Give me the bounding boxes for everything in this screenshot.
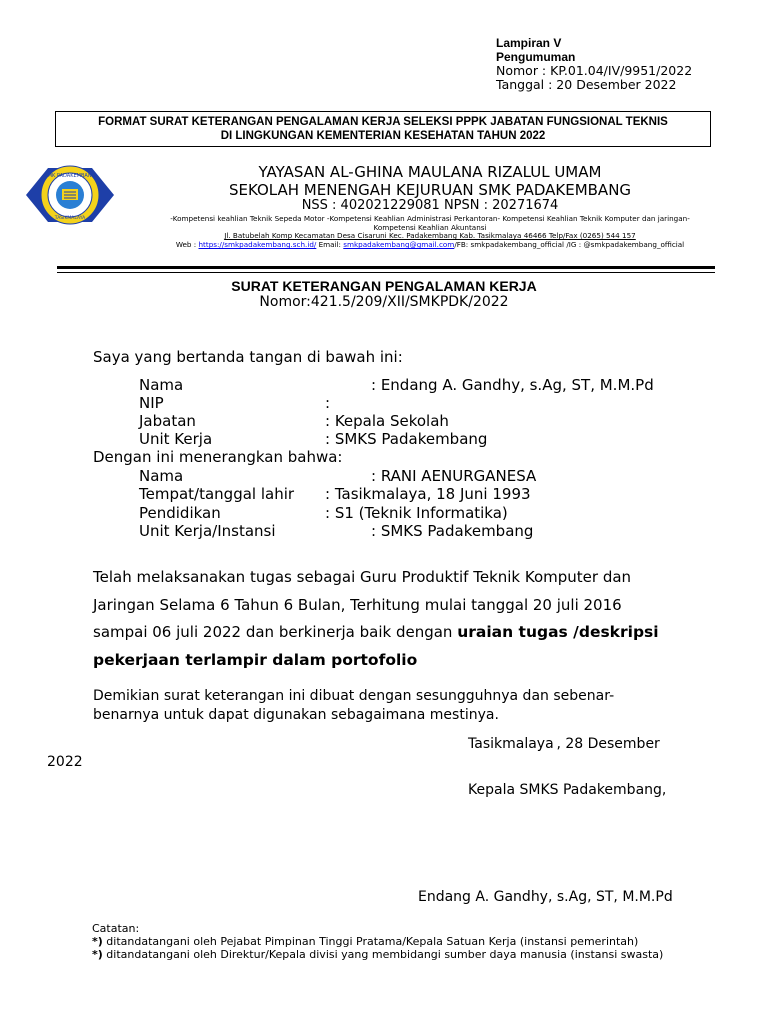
- place-date: Tasikmalaya , 28 Desember: [468, 736, 660, 752]
- subject-education-label: Pendidikan: [139, 504, 221, 522]
- closing-line-2: benarnya untuk dapat digunakan sebagaimana mestinya.: [93, 707, 499, 723]
- attachment-header: [496, 36, 692, 92]
- statement-line-4: pekerjaan terlampir dalam portofolio: [93, 650, 418, 669]
- nomor-line: Nomor : KP.01.04/IV/9951/2022: [496, 63, 693, 78]
- format-title-line1: FORMAT SURAT KETERANGAN PENGALAMAN KERJA SELEKSI PPPK JABATAN FUNGSIONAL TEKNIS: [98, 116, 668, 128]
- signer-unit-value: : SMKS Padakembang: [325, 430, 488, 448]
- statement-line-2: Jaringan Selama 6 Tahun 6 Bulan, Terhitung mulai tanggal 20 juli 2016: [93, 595, 622, 614]
- kompetensi-line-1: -Kompetensi keahlian Teknik Sepeda Motor -Kompetensi Keahlian Administrasi Perkantoran- Kompetensi Keahlian Teknik Komputer dan jaringan-: [170, 214, 690, 223]
- letter-title: SURAT KETERANGAN PENGALAMAN KERJA: [231, 278, 537, 294]
- school-address: [130, 231, 730, 240]
- intro-text: Saya yang bertanda tangan di bawah ini:: [93, 348, 403, 366]
- pengumuman-label: Pengumuman: [496, 50, 576, 64]
- signer-unit-label: Unit Kerja: [139, 430, 213, 448]
- subject-education-value: : S1 (Teknik Informatika): [325, 504, 508, 522]
- subject-birth-label: Tempat/tanggal lahir: [139, 485, 295, 503]
- note-1: [92, 935, 663, 948]
- subject-birth-value: : Tasikmalaya, 18 Juni 1993: [325, 485, 531, 503]
- social-text: /FB: smkpadakembang_official /IG : @smkpadakembang_official: [454, 240, 685, 249]
- closing-paragraph: [93, 687, 713, 725]
- closing-line-1: Demikian surat keterangan ini dibuat dengan sesungguhnya dan sebenar-: [93, 688, 615, 704]
- signer-name-label: Nama: [139, 376, 184, 394]
- statement-line-3b: uraian tugas /deskripsi: [457, 623, 659, 641]
- statement-line-3: [93, 619, 733, 647]
- note-2-mark: *): [92, 948, 103, 961]
- foundation-name: YAYASAN AL-GHINA MAULANA RIZALUL UMAM: [258, 163, 602, 181]
- intro2-text: Dengan ini menerangkan bahwa:: [93, 448, 343, 466]
- subject-name-label: Nama: [139, 467, 184, 485]
- signer-jabatan-value: : Kepala Sekolah: [325, 412, 449, 430]
- signer-jabatan-label: Jabatan: [139, 412, 196, 430]
- notes-section: [92, 922, 663, 961]
- format-title-line2: DI LINGKUNGAN KEMENTERIAN KESEHATAN TAHUN 2022: [220, 130, 546, 142]
- statement-line-1: Telah melaksanakan tugas sebagai Guru Produktif Teknik Komputer dan: [93, 568, 632, 586]
- format-title-box: [55, 111, 711, 147]
- signer-nip-label: NIP: [139, 394, 164, 412]
- contact-line: [130, 240, 730, 249]
- subject-name-value: : RANI AENURGANESA: [371, 467, 537, 485]
- address-text: Jl. Batubelah Komp Kecamatan Desa Cisaruni Kec. Padakembang Kab. Tasikmalaya 46466 Telp/Fax (0265) 544 157: [224, 231, 636, 240]
- note-1-mark: *): [92, 935, 103, 948]
- signer-name-value: : Endang A. Gandhy, s.Ag, ST, M.M.Pd: [371, 376, 654, 394]
- kompetensi-line-2: Kompetensi Keahlian Akuntansi: [373, 223, 487, 232]
- signature-name: Endang A. Gandhy, s.Ag, ST, M.M.Pd: [418, 889, 673, 905]
- lampiran-label: Lampiran V: [496, 36, 562, 50]
- statement-paragraph: [93, 564, 733, 674]
- statement-line-3a: sampai 06 juli 2022 dan berkinerja baik dengan: [93, 623, 458, 641]
- header-rule-thick: [57, 266, 715, 269]
- tanggal-line: Tanggal : 20 Desember 2022: [496, 77, 677, 92]
- note-1-text: ditandatangani oleh Pejabat Pimpinan Tinggi Pratama/Kepala Satuan Kerja (instansi pemerintah): [102, 935, 639, 948]
- school-name: SEKOLAH MENENGAH KEJURUAN SMK PADAKEMBANG: [228, 181, 632, 199]
- web-label: Web :: [175, 240, 199, 249]
- subject-unit-label: Unit Kerja/Instansi: [139, 522, 276, 540]
- letter-number: Nomor:421.5/209/XII/SMKPDK/2022: [259, 294, 509, 310]
- date-year: 2022: [47, 754, 83, 770]
- email-label: Email:: [316, 240, 344, 249]
- email-link[interactable]: smkpadakembang@gmail.com: [343, 240, 455, 249]
- notes-heading: Catatan:: [92, 922, 140, 935]
- logo-bottom-text: TASIKMALAYA: [54, 216, 86, 221]
- web-link[interactable]: https://smkpadakembang.sch.id/: [198, 240, 317, 249]
- school-logo: [20, 162, 120, 228]
- signer-nip-value: :: [325, 394, 331, 412]
- note-2: [92, 948, 663, 961]
- subject-unit-value: : SMKS Padakembang: [371, 522, 534, 540]
- signature-title: Kepala SMKS Padakembang,: [468, 782, 667, 798]
- school-ids: NSS : 402021229081 NPSN : 20271674: [301, 198, 559, 213]
- note-2-text: ditandatangani oleh Direktur/Kepala divisi yang membidangi sumber daya manusia (instansi swasta): [102, 948, 664, 961]
- logo-ring-text: SMK PADAKEMBANG: [44, 173, 96, 179]
- header-rule-thin: [57, 272, 715, 273]
